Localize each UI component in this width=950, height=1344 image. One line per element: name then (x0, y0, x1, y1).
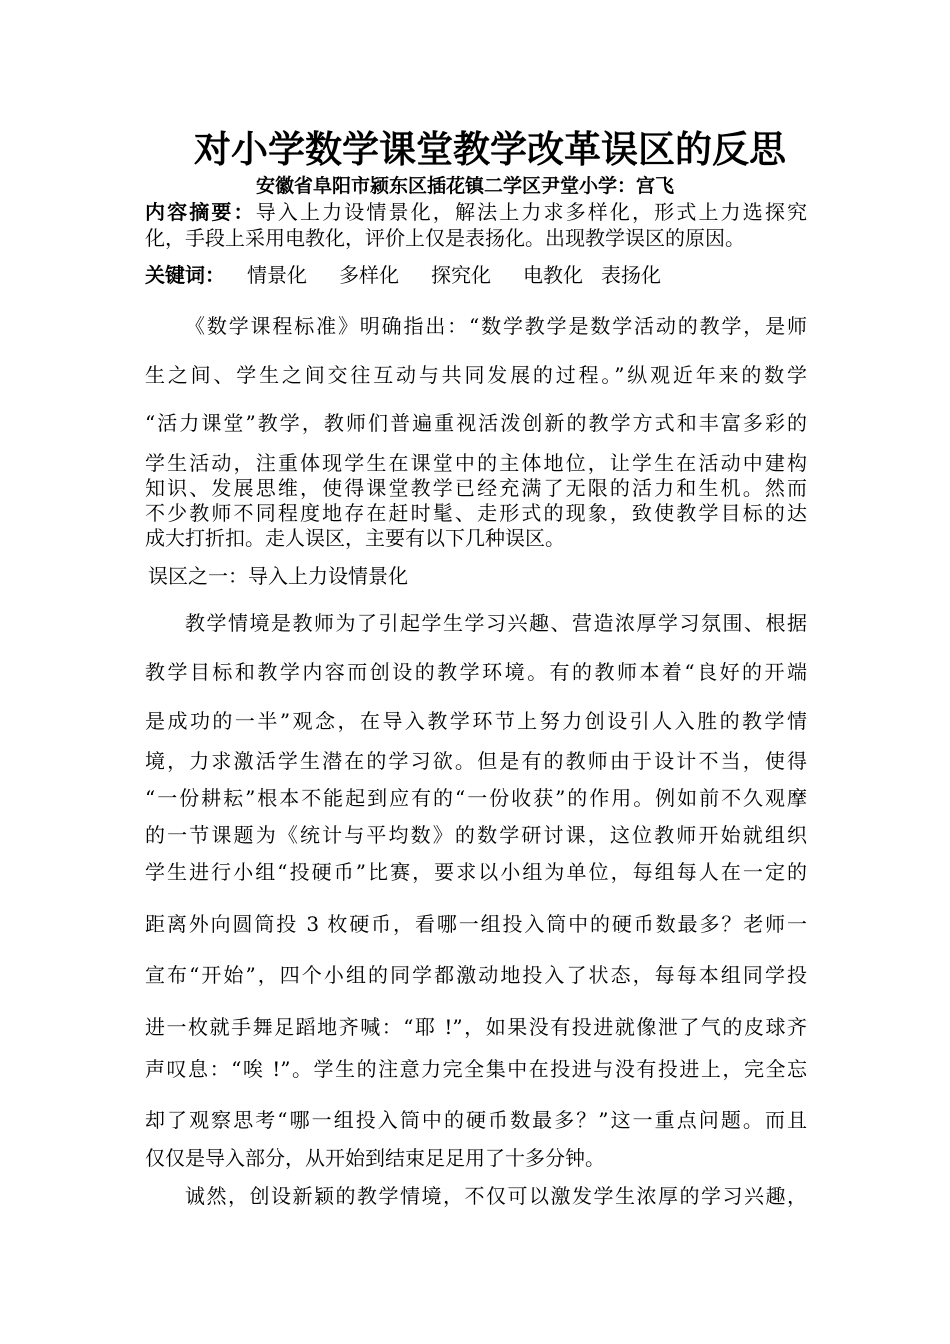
paragraph-line: 《数学课程标准》明确指出：“数学教学是数学活动的教学，是师 (185, 314, 807, 338)
paragraph-line: 教学目标和教学内容而创设的教学环境。有的教师本着“良好的开端 (145, 660, 807, 684)
paragraph-line: 教学情境是教师为了引起学生学习兴趣、营造浓厚学习氛围、根据 (185, 611, 807, 635)
paragraph-line: 是成功的一半”观念，在导入教学环节上努力创设引人入胜的教学情 (145, 709, 807, 733)
keywords-label: 关键词： (145, 263, 225, 287)
document-title: 对小学数学课堂教学改革误区的反思 (194, 128, 786, 171)
paragraph-line: 境，力求激活学生潜在的学习欲。但是有的教师由于设计不当，使得 (145, 749, 807, 773)
paragraph-line: 学生活动，注重体现学生在课堂中的主体地位，让学生在活动中建构 (145, 451, 807, 475)
paragraph-line: 宣布“开始”，四个小组的同学都激动地投入了状态，每每本组同学投 (145, 963, 807, 987)
keywords (145, 262, 671, 288)
paragraph-line: 却了观察思考“哪一组投入筒中的硬币数最多？”这一重点问题。而且 (145, 1108, 807, 1132)
paragraph-line: “活力课堂”教学，教师们普遍重视活泼创新的教学方式和丰富多彩的 (145, 411, 807, 435)
keyword: 多样化 (339, 263, 399, 287)
keyword: 探究化 (431, 263, 491, 287)
abstract-text-2: 化，手段上采用电教化，评价上仅是表扬化。出现教学误区的原因。 (145, 226, 745, 250)
paragraph-line: 成大打折扣。走人误区，主要有以下几种误区。 (145, 526, 565, 550)
paragraph-line: 距离外向圆筒投 3 枚硬币，看哪一组投入筒中的硬币数最多？老师一 (145, 912, 807, 936)
paragraph-line: 生之间、学生之间交往互动与共同发展的过程。”纵观近年来的数学 (145, 363, 807, 387)
paragraph-line: 仅仅是导入部分，从开始到结束足足用了十多分钟。 (145, 1146, 605, 1170)
keyword: 表扬化 (601, 263, 661, 287)
abstract (145, 199, 807, 251)
paragraph-line: 知识、发展思维，使得课堂教学已经充满了无限的活力和生机。然而 (145, 476, 807, 500)
section-heading: 误区之一：导入上力设情景化 (148, 564, 408, 588)
paragraph-line: 学生进行小组“投硬币”比赛，要求以小组为单位，每组每人在一定的 (145, 860, 807, 884)
keyword: 电教化 (523, 263, 583, 287)
paragraph-line: 诚然，创设新颖的教学情境，不仅可以激发学生浓厚的学习兴趣， (185, 1184, 807, 1208)
paragraph-line: 不少教师不同程度地存在赶时髦、走形式的现象，致使教学目标的达 (145, 501, 807, 525)
paragraph-line: 声叹息：“唉 !”。学生的注意力完全集中在投进与没有投进上，完全忘 (145, 1057, 807, 1081)
paragraph-line: 的一节课题为《统计与平均数》的数学研讨课，这位教师开始就组织 (145, 823, 807, 847)
abstract-text-1: 导入上力设情景化，解法上力求多样化，形式上力选探究 (255, 200, 807, 224)
abstract-label: 内容摘要： (145, 200, 256, 224)
paragraph-line: 进一枚就手舞足蹈地齐喊：“耶 !”，如果没有投进就像泄了气的皮球齐 (145, 1015, 807, 1039)
paragraph-line: “一份耕耘”根本不能起到应有的“一份收获”的作用。例如前不久观摩 (145, 786, 807, 810)
author-line: 安徽省阜阳市颍东区插花镇二学区尹堂小学：宫飞 (255, 175, 674, 197)
keyword: 情景化 (247, 263, 307, 287)
